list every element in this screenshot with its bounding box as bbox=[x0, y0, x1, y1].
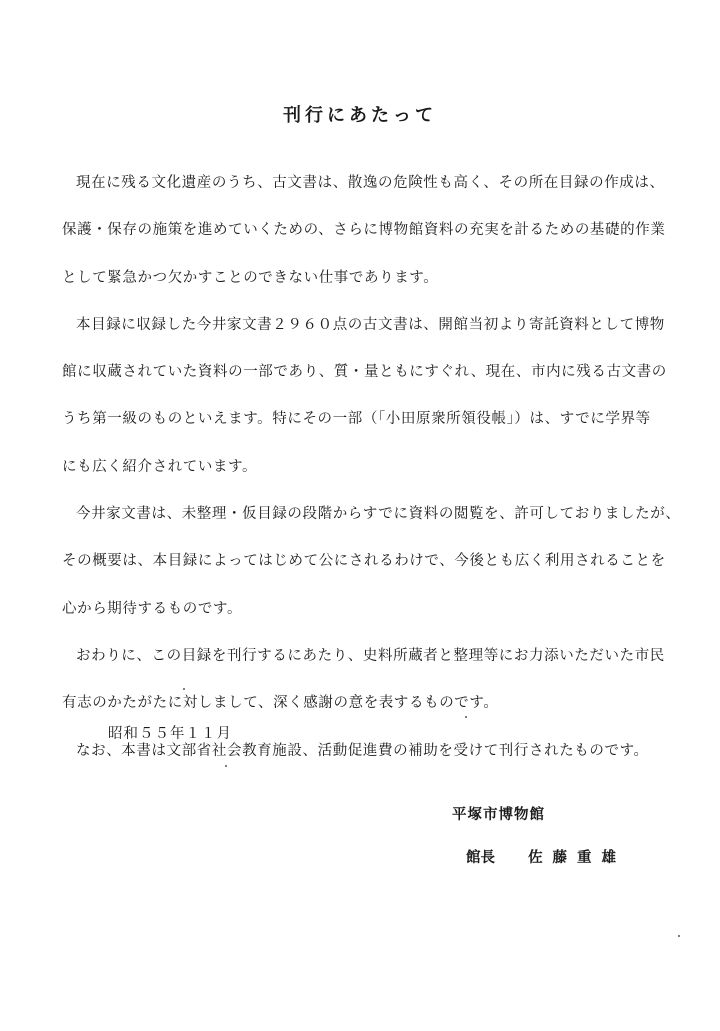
organization-name: 平塚市博物館 bbox=[452, 807, 545, 823]
scan-speck bbox=[183, 688, 185, 690]
publication-date: 昭和５５年１１月 bbox=[108, 726, 232, 742]
body-line: なお、本書は文部省社会教育施設、活動促進費の補助を受けて刊行されたものです。 bbox=[76, 742, 649, 759]
scan-speck bbox=[225, 765, 227, 767]
body-line: にも広く紹介されています。 bbox=[62, 458, 258, 475]
document-title: 刊行にあたって bbox=[283, 105, 437, 126]
body-line: 現在に残る文化遺産のうち、古文書は、散逸の危険性も高く、その所在目録の作成は、 bbox=[76, 175, 665, 191]
scan-speck bbox=[465, 716, 467, 718]
signer-name: 佐藤重雄 bbox=[528, 850, 627, 866]
signer-role: 館長 bbox=[466, 850, 495, 866]
body-line: として緊急かつ欠かすことのできない仕事であります。 bbox=[62, 269, 439, 286]
body-line: 有志のかたがたに対しまして、深く感謝の意を表するものです。 bbox=[62, 695, 499, 712]
body-line: 保護・保存の施策を進めていくための、さらに博物館資料の充実を計るための基礎的作業 bbox=[62, 222, 666, 239]
body-line: 心から期待するものです。 bbox=[62, 600, 243, 617]
body-line: うち第一級のものといえます。特にその一部（「小田原衆所領役帳」）は、すでに学界等 bbox=[62, 411, 651, 428]
body-line: 館に収蔵されていた資料の一部であり、質・量ともにすぐれ、現在、市内に残る古文書の bbox=[62, 364, 667, 381]
body-line: その概要は、本目録によってはじめて公にされるわけで、今後とも広く利用されることを bbox=[62, 553, 666, 570]
body-line: おわりに、この目録を刊行するにあたり、史料所蔵者と整理等にお力添いただいた市民 bbox=[76, 647, 665, 664]
body-line: 本目録に収録した今井家文書２９６０点の古文書は、開館当初より寄託資料として博物 bbox=[76, 316, 665, 333]
document-body bbox=[62, 170, 681, 785]
body-line: 今井家文書は、未整理・仮目録の段階からすでに資料の閲覧を、許可しておりましたが、 bbox=[76, 506, 681, 523]
scan-speck bbox=[678, 935, 680, 937]
signature-block bbox=[466, 846, 626, 867]
